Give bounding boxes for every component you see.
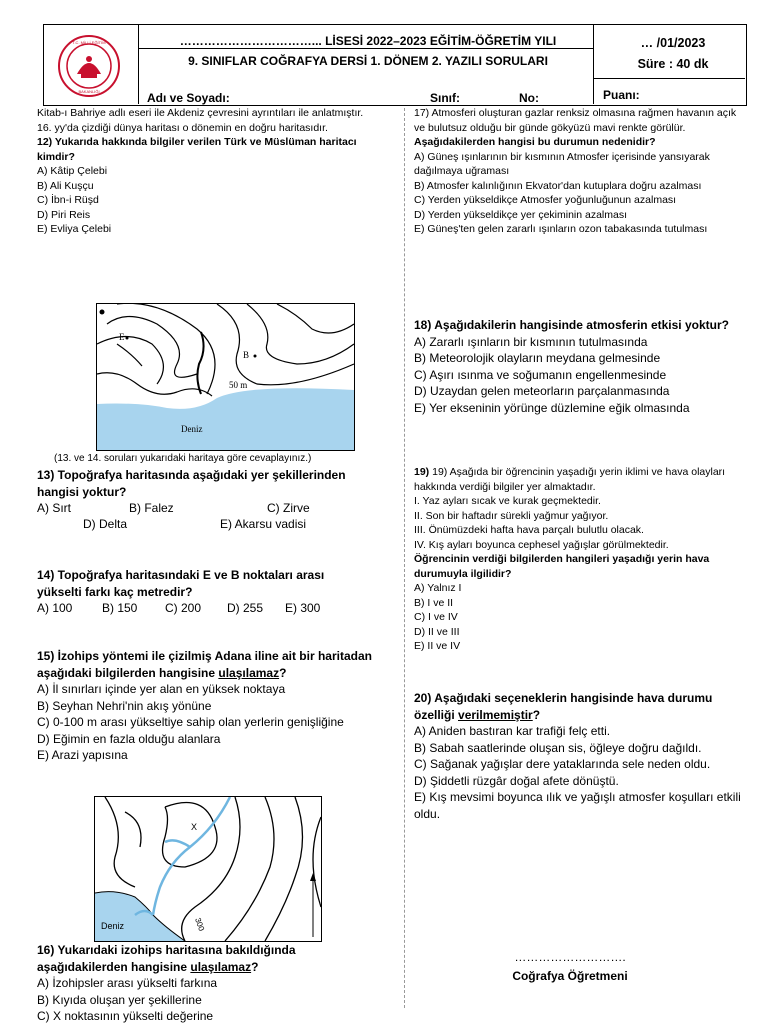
school-year-title: ……………………………... LİSESİ 2022–2023 EĞİTİM-ÖĞRETİM YILI [179,34,557,48]
map2-contour-label: 300 [193,916,207,933]
student-number-label: No: [519,91,539,105]
map1-contour-label: 50 m [229,380,248,390]
topographic-map-2 [94,796,322,942]
q12-option-c[interactable]: C) İbn-i Rüşd [37,194,99,206]
q19-option-e[interactable]: E) II ve IV [414,640,461,652]
signature-dots: ………………………. [514,950,626,964]
q20-option-a[interactable]: A) Aniden bastıran kar trafiği felç etti. [414,724,611,738]
class-label: Sınıf: [430,91,460,105]
q19-item-3: III. Önümüzdeki hafta hava parçalı bulutlu olacak. [414,524,644,536]
q19-option-a[interactable]: A) Yalnız I [414,582,462,594]
q12-option-d[interactable]: D) Piri Reis [37,208,91,221]
q17-stem: 17) Atmosferi oluşturan gazlar renksiz olmasına rağmen havanın açık ve bulutsuz olduğu bir günde gökyüzü mavi renkte görülür. [414,107,737,134]
map2-sea-label: Deniz [101,921,125,931]
q12-option-e[interactable]: E) Evliya Çelebi [37,223,112,235]
svg-text:BAKANLIĞI: BAKANLIĞI [78,89,100,94]
teacher-signature: Coğrafya Öğretmeni [512,969,628,983]
q15-option-d[interactable]: D) Eğimin en fazla olduğu alanlara [37,731,221,746]
q19-question: Öğrencinin verdiği bilgilerden hangileri yaşadığı yerin hava durumuyla ilgilidir? [414,553,710,580]
q16-option-b[interactable]: B) Kıyıda oluşan yer şekillerine [37,992,202,1007]
q15-option-a[interactable]: A) İl sınırları içinde yer alan en yüksek noktaya [37,682,286,696]
q19-option-d[interactable]: D) II ve III [414,625,460,638]
q20-option-b[interactable]: B) Sabah saatlerinde oluşan sis, öğleye doğru dağıldı. [414,740,702,755]
q19-item-2: II. Son bir haftadır sürekli yağmur yağıyor. [414,509,609,522]
topographic-map-1-drawing [97,304,354,450]
q15-option-e[interactable]: E) Arazi yapısına [37,748,128,762]
q15-block [37,648,372,764]
q13-block [37,467,372,532]
q19-option-c[interactable]: C) I ve IV [414,611,458,623]
svg-text:T.C. MİLLİ EĞİTİM: T.C. MİLLİ EĞİTİM [72,40,106,45]
column-divider [404,108,405,1008]
map1-caption: (13. ve 14. soruları yukarıdaki haritaya göre cevaplayınız.) [54,453,312,464]
topographic-map-2-drawing [95,797,321,941]
q12-stem: 12) Yukarıda hakkında bilgiler verilen Türk ve Müslüman haritacı kimdir? [37,136,357,163]
q13-stem: 13) Topoğrafya haritasında aşağıdaki yer şekillerinden hangisi yoktur? [37,468,346,499]
map1-point-b: B [243,350,250,360]
q12-option-a[interactable]: A) Kâtip Çelebi [37,165,108,177]
q12-intro: Kitab-ı Bahriye adlı eseri ile Akdeniz çevresini ayrıntıları ile anlatmıştır. 16. yy'da çizdiği dünya haritası o dönemin en doğru haritasıdır. [37,107,364,134]
q16-option-c[interactable]: C) X noktasının yükselti değerine [37,1009,214,1023]
q17-option-d[interactable]: D) Yerden yükseldikçe yer çekiminin azalması [414,208,628,221]
map1-sea-label: Deniz [181,424,203,434]
q14-block [37,567,372,616]
q16-stem: 16) Yukarıdaki izohips haritasına bakıldığında aşağıdakilerden hangisine ulaşılamaz? [37,943,296,974]
q17-option-a[interactable]: A) Güneş ışınlarının bir kısmının Atmosfer içerisinde yansıyarak dağılmaya uğraması [414,150,710,177]
q19-item-1: I. Yaz ayları sıcak ve kurak geçmektedir. [414,495,601,507]
q18-option-b[interactable]: B) Meteorolojik olayların meydana gelmesinde [414,351,661,365]
q20-option-e[interactable]: E) Kış mevsimi boyunca ılık ve yağışlı atmosfer koşulları etkili oldu. [414,790,741,821]
header-separator [593,24,594,104]
exam-title: 9. SINIFLAR COĞRAFYA DERSİ 1. DÖNEM 2. YAZILI SORULARI [188,54,548,68]
q13-option-c[interactable]: C) Zirve [267,501,310,515]
q16-block [37,942,372,1025]
q18-option-a[interactable]: A) Zararlı ışınların bir kısmının tutulmasında [414,334,648,349]
q14-option-a[interactable]: A) 100 [37,601,73,615]
q19-stem: 19) 19) Aşağıda bir öğrencinin yaşadığı yerin iklimi ve hava olayları hakkında verdiği bilgiler yer almaktadır. [414,466,726,493]
q19-item-4: IV. Kış ayları boyunca cephesel yağışlar görülmektedir. [414,538,669,551]
q14-stem: 14) Topoğrafya haritasındaki E ve B noktaları arası yükselti farkı kaç metredir? [37,568,325,599]
q16-option-a[interactable]: A) İzohipsler arası yükselti farkına [37,976,218,990]
topographic-map-1 [96,303,355,451]
q17-option-c[interactable]: C) Yerden yükseldikçe Atmosfer yoğunluğunun azalması [414,194,677,206]
header-separator [593,78,745,79]
map2-point-x: X [191,822,198,832]
q13-option-d[interactable]: D) Delta [83,517,128,531]
q15-option-c[interactable]: C) 0-100 m arası yükseltiye sahip olan yerlerin genişliğine [37,715,344,729]
q15-stem: 15) İzohips yöntemi ile çizilmiş Adana iline ait bir haritadan aşağıdaki bilgilerden hangisine ulaşılamaz? [37,649,372,680]
map1-point-e: E [119,332,125,342]
exam-date: … /01/2023 [640,36,706,50]
score-label: Puanı: [603,88,640,102]
meb-logo [57,34,121,98]
q20-option-c[interactable]: C) Sağanak yağışlar dere yataklarında sele neden oldu. [414,757,711,771]
q17-option-e[interactable]: E) Güneş'ten gelen zararlı ışınların ozon tabakasında tutulması [414,223,708,235]
q17-option-b[interactable]: B) Atmosfer kalınlığının Ekvator'dan kutuplara doğru azalması [414,179,702,192]
header-separator [138,48,593,49]
q20-option-d[interactable]: D) Şiddetli rüzgâr doğal afete dönüştü. [414,773,619,788]
q12-option-b[interactable]: B) Ali Kuşçu [37,179,94,192]
q18-option-d[interactable]: D) Uzaydan gelen meteorların parçalanmasında [414,384,670,398]
q13-option-b[interactable]: B) Falez [129,501,174,515]
q20-block [414,690,744,822]
q14-option-b[interactable]: B) 150 [102,601,138,615]
q14-option-c[interactable]: C) 200 [165,601,202,615]
q15-option-b[interactable]: B) Seyhan Nehri'nin akış yönüne [37,698,212,713]
q14-option-e[interactable]: E) 300 [285,601,321,615]
q14-option-d[interactable]: D) 255 [227,601,264,615]
q12-block [37,106,372,237]
student-name-label: Adı ve Soyadı: [147,91,230,105]
exam-duration: Süre : 40 dk [637,57,709,71]
q18-block [414,317,744,416]
q17-question: Aşağıdakilerden hangisi bu durumun nedenidir? [414,136,656,148]
q19-block [414,465,744,654]
q18-stem: 18) Aşağıdakilerin hangisinde atmosferin etkisi yoktur? [414,318,729,332]
q19-option-b[interactable]: B) I ve II [414,596,454,609]
q13-option-a[interactable]: A) Sırt [37,501,72,515]
header-separator [138,24,139,104]
q18-option-c[interactable]: C) Aşırı ısınma ve soğumanın engellenmesinde [414,367,667,382]
q18-option-e[interactable]: E) Yer ekseninin yörünge düzlemine eğik olmasında [414,400,690,415]
q20-stem: 20) Aşağıdaki seçeneklerin hangisinde hava durumu özelliği verilmemiştir? [414,691,713,722]
q13-option-e[interactable]: E) Akarsu vadisi [220,517,307,531]
q17-block [414,106,744,237]
